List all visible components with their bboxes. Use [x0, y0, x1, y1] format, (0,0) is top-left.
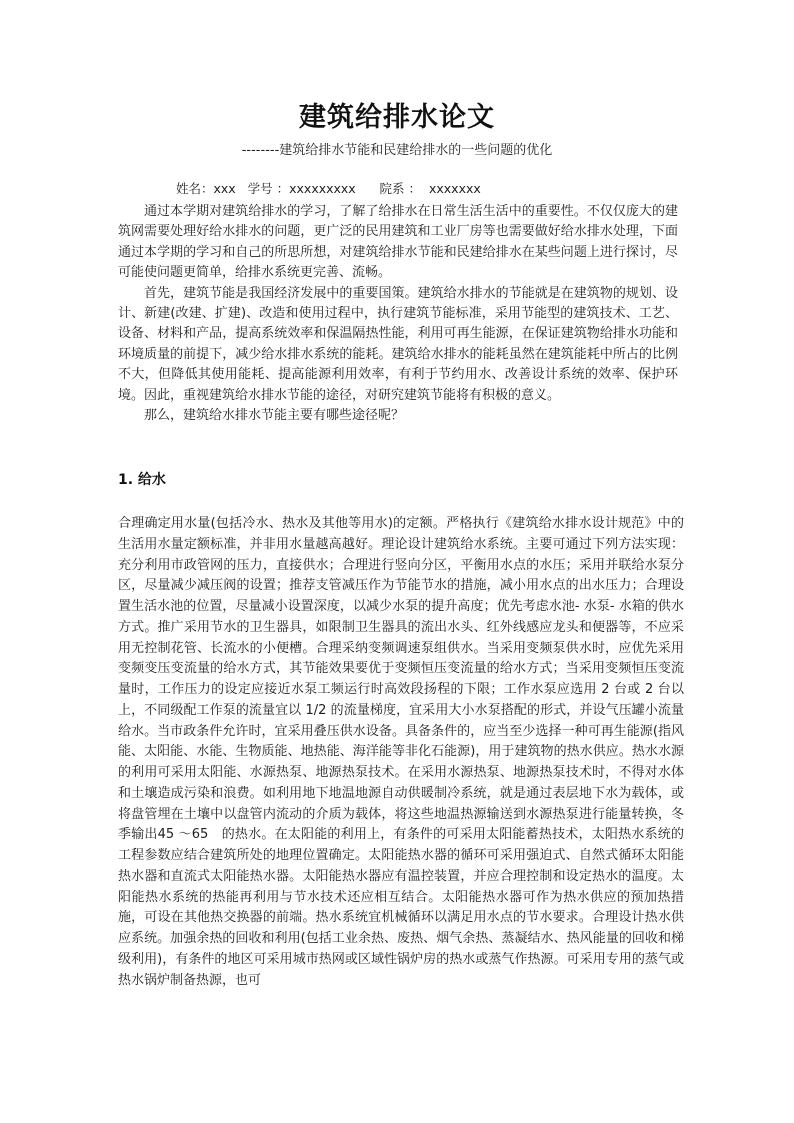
department-value: xxxxxxx: [428, 181, 481, 196]
intro-paragraph: 那么，建筑给水排水节能主要有哪些途径呢？: [144, 408, 405, 424]
body-paragraph: 合理确定用水量(包括冷水、热水及其他等用水)的定额。严格执行《建筑给水排水设计规范》中的生活用水量定额标准，并非用水量越高越好。理论设计建筑给水系统。主要可通过下列方法实现：充分利用市政管网的压力，直接供水；合理进行竖向分区，平衡用水点的水压；采用并联给水泵分区，尽量减少减压阀的设置；推荐支管减压作为节能节水的措施，减小用水点的出水压力；合理设置生活水池的位置，尽量减小设置深度，以减少水泵的提升高度；优先考虑水池- 水泵- 水箱的供水方式。推广采用节水的卫生器具，如限制卫生器具的流出水头、红外线感应龙头和便器等，不应采用无控制花管、长流水的小便槽。合理采纳变频调速泵组供水。当采用变频泵供水时，应优先采用变频变压变流量的给水方式，其节能效果要优于变频恒压变流量的给水方式；当采用变频恒压变流量时，工作压力的设定应接近水泵工频运行时高效段扬程的下限；工作水泵应选用 2 台或 2 台以上，不同级配工作泵的流量宜以 1/2 的流量梯度，宜采用大小水泵搭配的形式，并设气压罐小流量给水。当市政条件允许时，宜采用叠压供水设备。具备条件的，应当至少选择一种可再生能源(指风能、太阳能、水能、生物质能、地热能、海洋能等非化石能源)，用于建筑物的热水供应。热水水源的利用可采用太阳能、水源热泵、地源热泵技术。在采用水源热泵、地源热泵技术时，不得对水体和土壤造成污染和浪费。如利用地下地温地源自动供暖制冷系统，就是通过表层地下水为载体，或将盘管埋在土壤中以盘管内流动的介质为载体，将这些地温热源输送到水源热泵进行能量转换，冬季输出45 ～65 的热水。在太阳能的利用上，有条件的可采用太阳能蓄热技术，太阳热水系统的工程参数应结合建筑所处的地理位置确定。太阳能热水器的循环可采用强迫式、自然式循环太阳能热水器和直流式太阳能热水器。太阳能热水器应有温控装置，并应合理控制和设定热水的温度。太阳能热水系统的热能再利用与节水技术还应相互结合。太阳能热水器可作为热水供应的预加热措施，可设在其他热交换器的前端。热水系统宜机械循环以满足用水点的节水要求。合理设计热水供应系统。加强余热的回收和利用(包括工业余热、废热、烟气余热、蒸凝结水、热风能量的回收和梯级利用)，有条件的地区可采用城市热网或区域性锅炉房的热水或蒸气作热源。可采用专用的蒸气或热水锅炉制备热源，也可: [118, 516, 684, 988]
document-title: 建筑给排水论文: [299, 102, 495, 133]
department-label: 院系 ：: [379, 181, 422, 196]
student-id-value: xxxxxxxxx: [289, 181, 356, 196]
student-id-label: 学号 ：: [247, 181, 290, 196]
name-label: 姓名：: [176, 181, 214, 196]
author-info-line: [176, 180, 481, 198]
intro-paragraph: 通过本学期对建筑给排水的学习，了解了给排水在日常生活生活中的重要性。不仅仅庞大的建筑网需要处理好给水排水的问题，更广泛的民用建筑和工业厂房等也需要做好给水排水处理，下面通过本学期的学习和自己的所思所想，对建筑给排水节能和民建给排水在某些问题上进行探讨，尽可能使问题更简单，给排水系统更完善、流畅。: [118, 204, 678, 281]
intro-section: [118, 202, 678, 426]
section-body-water-supply: [118, 514, 684, 991]
name-value: xxx: [213, 181, 236, 196]
intro-paragraph: 首先，建筑节能是我国经济发展中的重要国策。建筑给水排水的节能就是在建筑物的规划、设计、新建(改建、扩建)、改造和使用过程中，执行建筑节能标准，采用节能型的建筑技术、工艺、设备、材料和产品，提高系统效率和保温隔热性能，利用可再生能源，在保证建筑物给排水功能和环境质量的前提下，减少给水排水系统的能耗。建筑给水排水的能耗虽然在建筑能耗中所占的比例不大，但降低其使用能耗、提高能源利用效率，有利于节约用水、改善设计系统的效率、保护环境。因此，重视建筑给水排水节能的途径，对研究建筑节能将有积极的意义。: [118, 285, 678, 403]
document-subtitle: --------建筑给排水节能和民建给排水的一些问题的优化: [241, 143, 553, 158]
section-heading-water-supply: 1. 给水: [118, 472, 166, 488]
